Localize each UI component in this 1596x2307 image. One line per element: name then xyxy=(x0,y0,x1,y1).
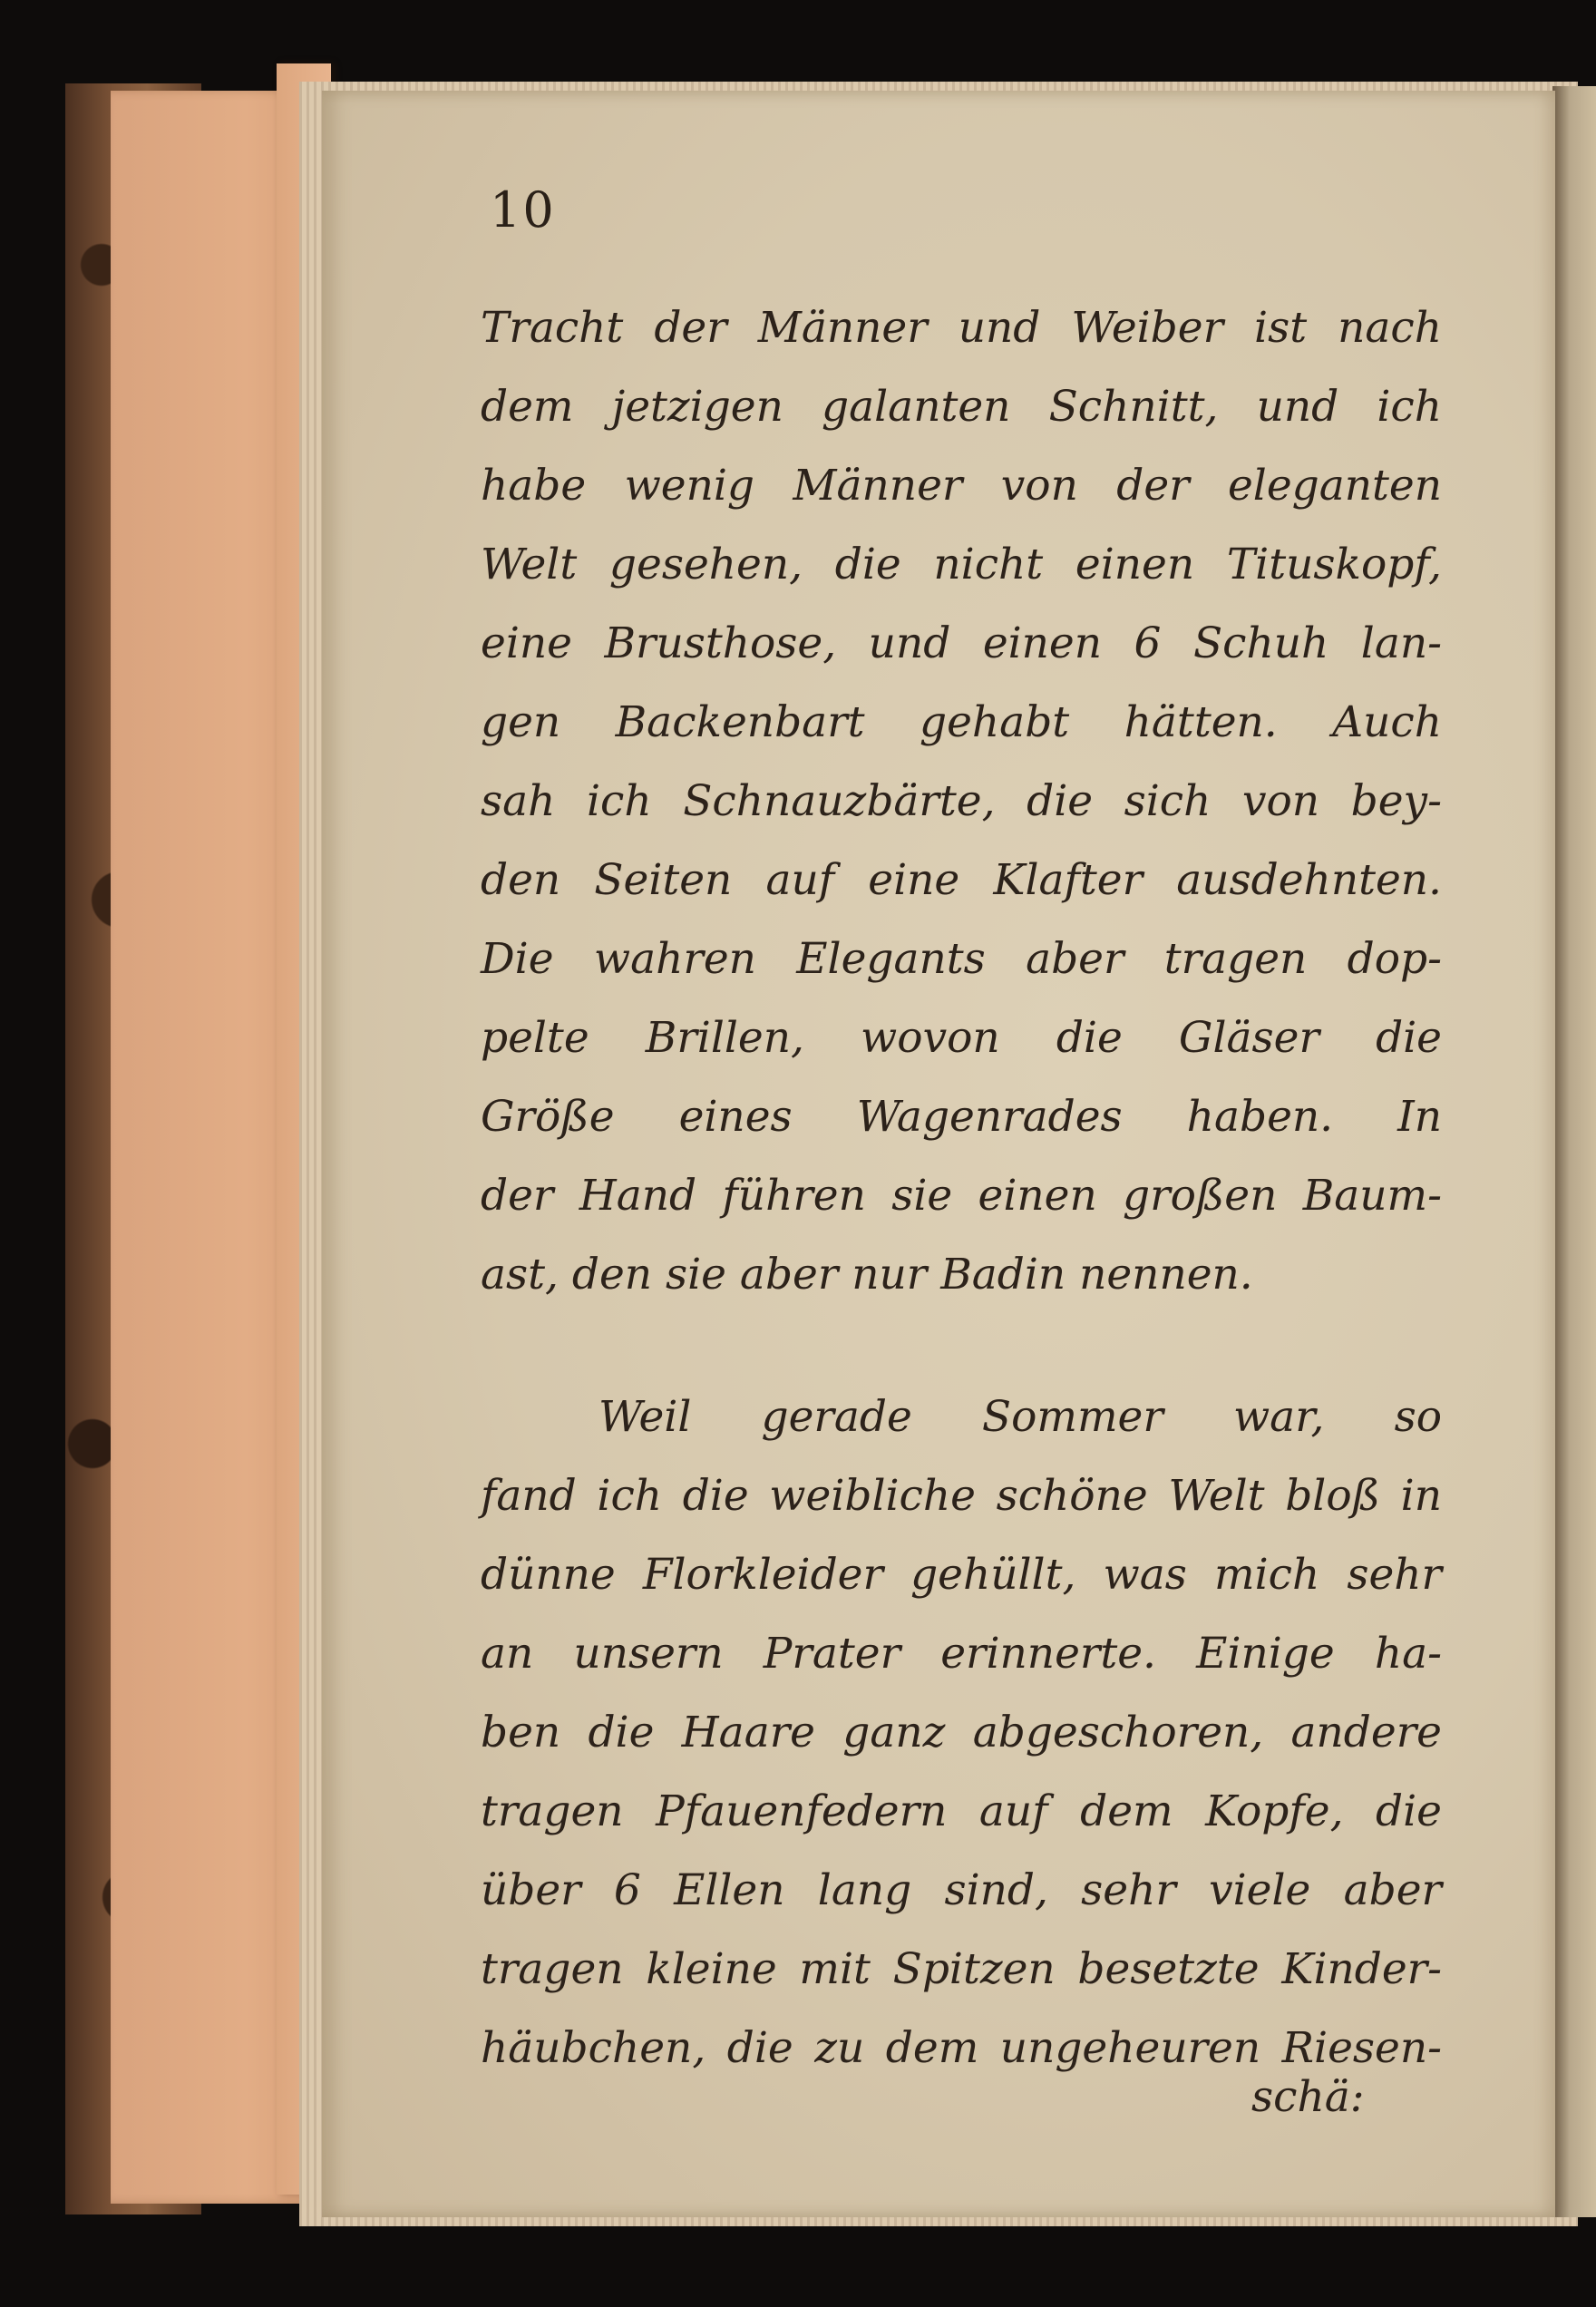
text-line: Welt gesehen, die nicht einen Tituskopf, xyxy=(481,540,1442,589)
catchword: schä: xyxy=(1251,2072,1365,2122)
paragraph-gap xyxy=(481,1314,1442,1377)
text-line: habe wenig Männer von der eleganten xyxy=(481,461,1442,511)
text-line: eine Brusthose, und einen 6 Schuh lan- xyxy=(481,618,1442,668)
text-line: Tracht der Männer und Weiber ist nach xyxy=(481,303,1442,353)
text-line: ben die Haare ganz abgeschoren, andere xyxy=(481,1708,1442,1757)
text-line: dem jetzigen galanten Schnitt, und ich xyxy=(481,382,1442,432)
text-line: sah ich Schnauzbärte, die sich von bey- xyxy=(481,776,1442,826)
text-line: über 6 Ellen lang sind, sehr viele aber xyxy=(481,1865,1442,1915)
text-line: fand ich die weibliche schöne Welt bloß in xyxy=(481,1471,1442,1521)
text-line: Die wahren Elegants aber tragen dop- xyxy=(481,934,1442,984)
text-line: tragen kleine mit Spitzen besetzte Kinder- xyxy=(481,1944,1442,1994)
text-line: Größe eines Wagenrades haben. In xyxy=(481,1092,1442,1142)
body-text xyxy=(481,288,1442,2088)
text-line: an unsern Prater erinnerte. Einige ha- xyxy=(481,1629,1442,1679)
text-line: Weil gerade Sommer war, so xyxy=(598,1392,1442,1442)
text-line: häubchen, die zu dem ungeheuren Riesen- xyxy=(481,2023,1442,2073)
text-line: der Hand führen sie einen großen Baum- xyxy=(481,1171,1442,1221)
text-line: tragen Pfauenfedern auf dem Kopfe, die xyxy=(481,1786,1442,1836)
page-number: 10 xyxy=(490,181,556,238)
text-line: gen Backenbart gehabt hätten. Auch xyxy=(481,697,1442,747)
text-line: ast, den sie aber nur Badin nennen. xyxy=(481,1250,1253,1300)
facing-page-edge xyxy=(1552,86,1596,2217)
text-line: pelte Brillen, wovon die Gläser die xyxy=(481,1013,1442,1063)
text-line: dünne Florkleider gehüllt, was mich sehr xyxy=(481,1550,1442,1600)
text-line: den Seiten auf eine Klafter ausdehnten. xyxy=(481,855,1442,905)
